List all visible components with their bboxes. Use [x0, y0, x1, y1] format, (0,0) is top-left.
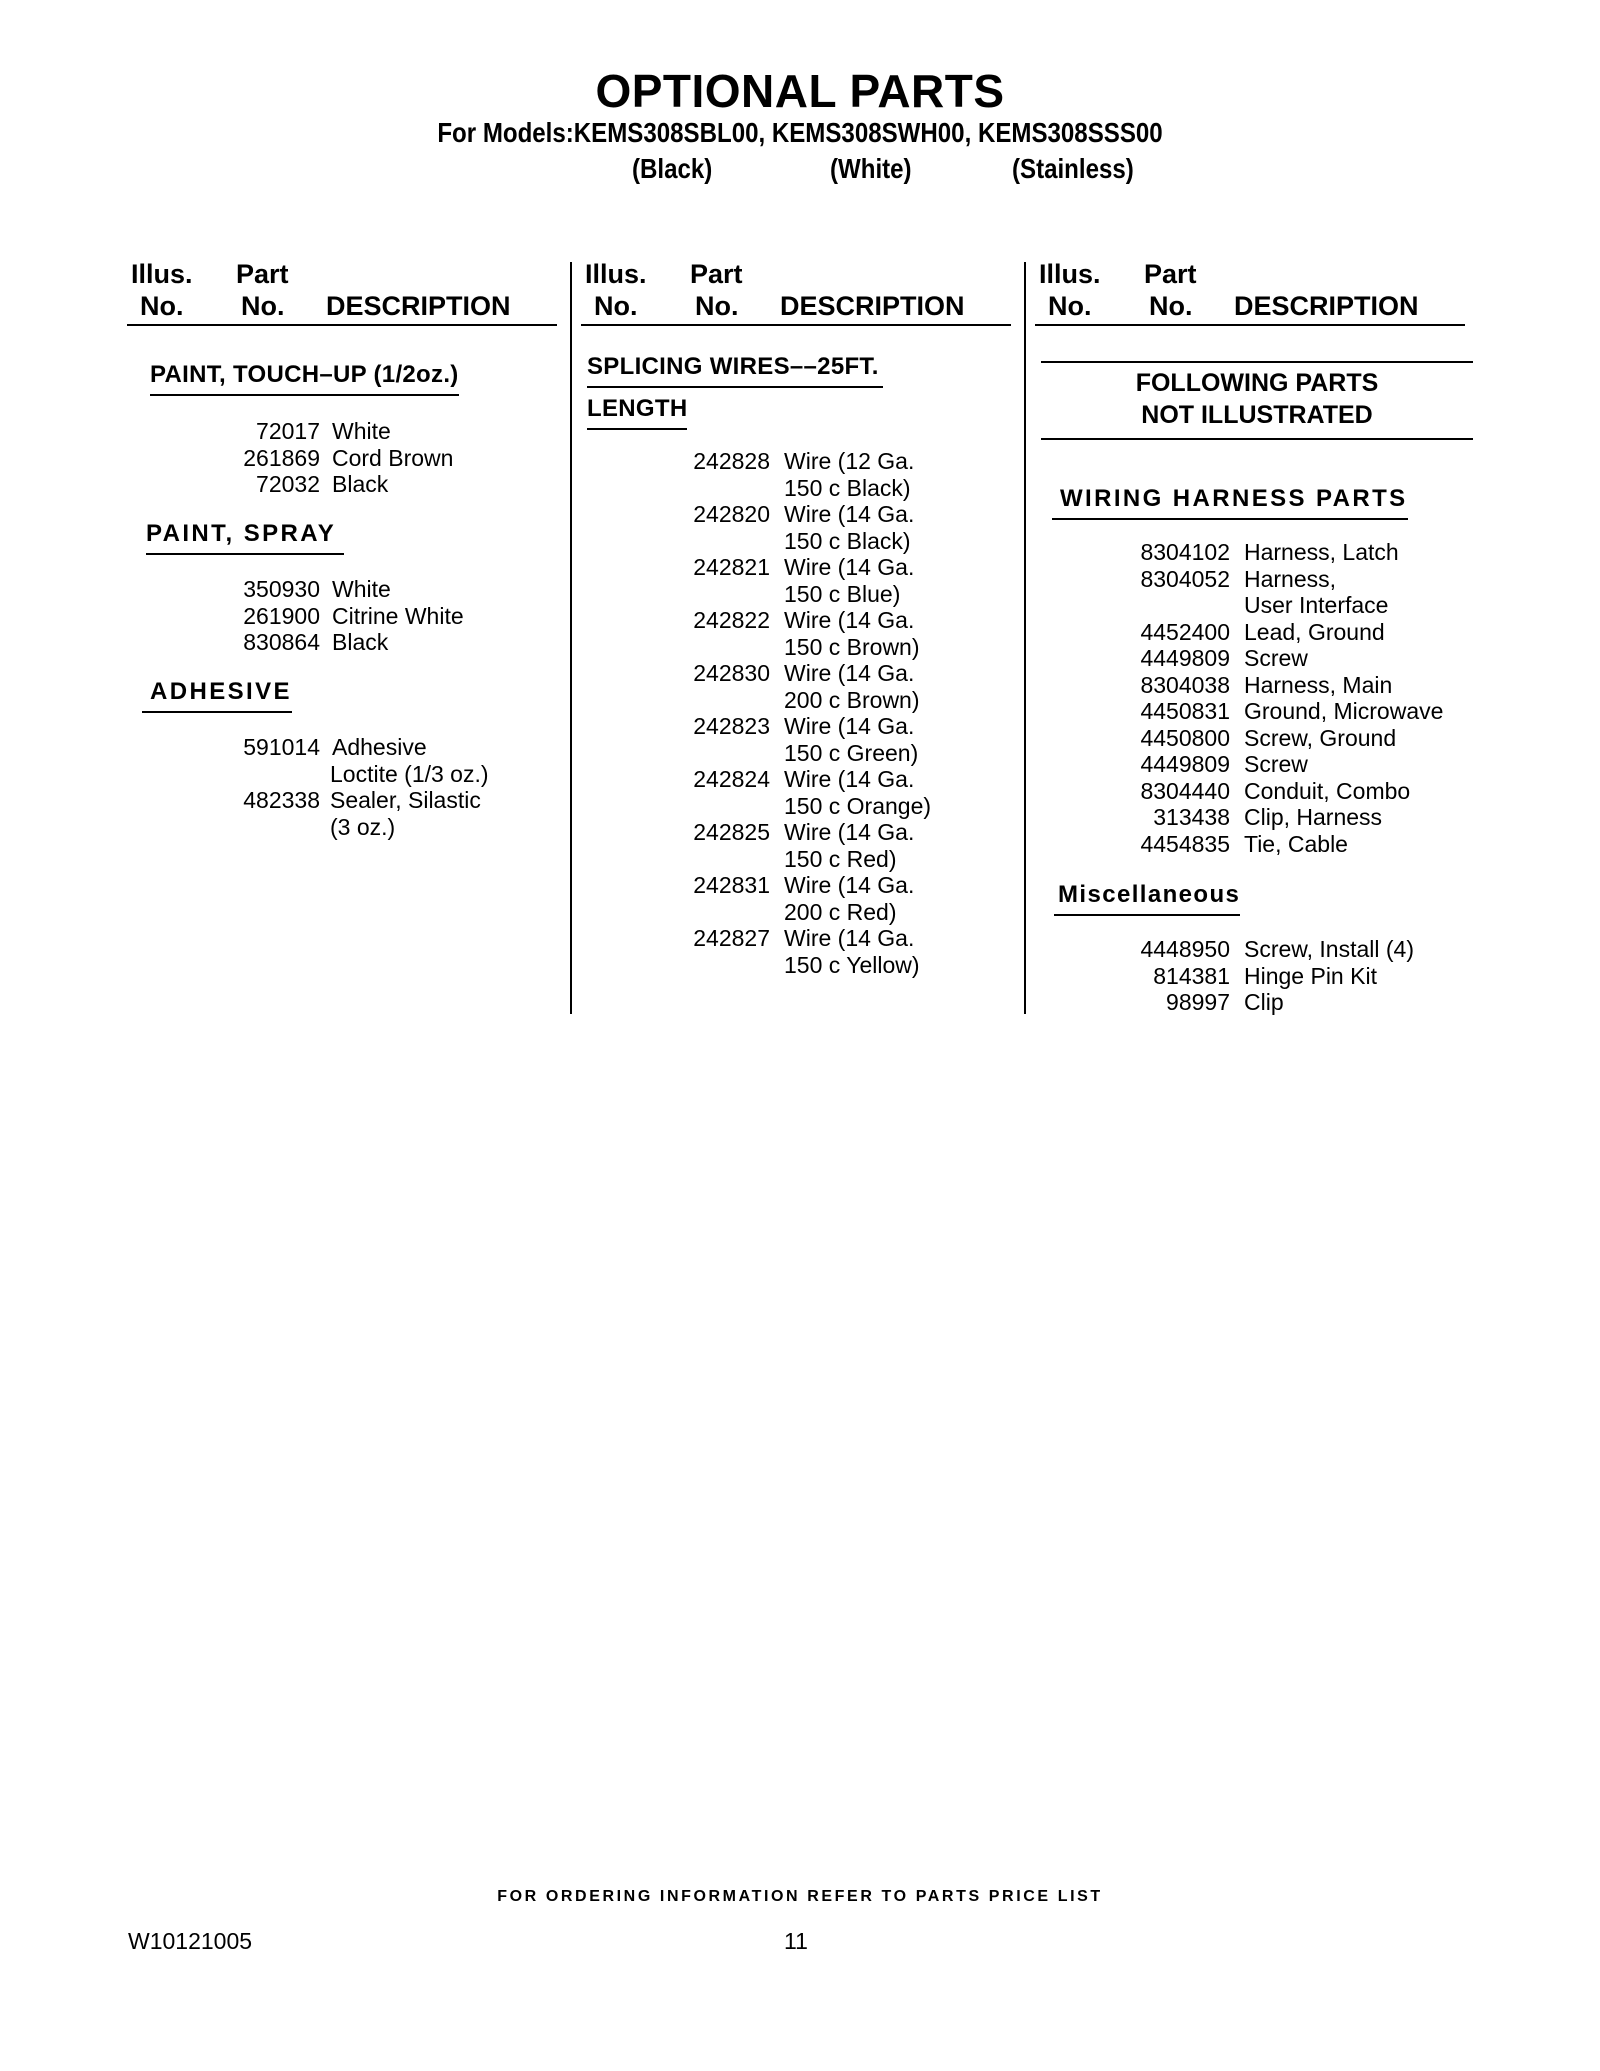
part-number: 482338: [243, 787, 320, 813]
header-illus-no: No.: [140, 291, 184, 321]
page-number: 11: [784, 1928, 808, 1954]
part-number: 242825: [693, 819, 770, 845]
section-title-wiring-harness: WIRING HARNESS PARTS: [1060, 484, 1408, 514]
part-number: 242823: [693, 713, 770, 739]
part-number: 242827: [693, 925, 770, 951]
part-number: 72017: [256, 418, 320, 444]
section-title-paint-touchup: PAINT, TOUCH–UP (1/2oz.): [150, 360, 459, 390]
part-number: 242828: [693, 448, 770, 474]
header-description: DESCRIPTION: [780, 291, 965, 321]
part-description: Lead, Ground: [1244, 618, 1385, 645]
part-description: User Interface: [1244, 592, 1389, 618]
part-description: Screw: [1244, 645, 1308, 671]
part-description: Clip: [1244, 989, 1284, 1015]
part-number: 4450831: [1140, 698, 1230, 724]
part-description: Wire (14 Ga.: [784, 819, 915, 845]
part-number: 4448950: [1140, 936, 1230, 962]
part-description: Wire (14 Ga.: [784, 872, 915, 898]
section-title-paint-spray: PAINT, SPRAY: [146, 519, 336, 549]
part-description: Citrine White: [332, 602, 464, 629]
part-description: 150 c Brown): [784, 633, 920, 660]
part-description: Wire (14 Ga.: [784, 554, 915, 580]
header-description: DESCRIPTION: [1234, 291, 1419, 321]
part-description: 150 c Black): [784, 474, 911, 501]
part-number: 242830: [693, 660, 770, 686]
part-description: Black: [332, 471, 389, 497]
part-description: Black: [332, 629, 389, 655]
part-number: 4452400: [1140, 618, 1230, 645]
models-line: For Models:KEMS308SBL00, KEMS308SWH00, KEMS308SSS00: [437, 117, 1163, 148]
page-title: OPTIONAL PARTS: [595, 65, 1005, 117]
section-title-splicing-wires: SPLICING WIRES––25FT.: [587, 352, 879, 382]
section-title-adhesive: ADHESIVE: [150, 677, 292, 707]
part-description: 150 c Blue): [784, 580, 901, 607]
part-description: 150 c Green): [784, 739, 919, 766]
part-description: 150 c Yellow): [784, 951, 920, 978]
part-number: 242822: [693, 607, 770, 633]
part-number: 242831: [693, 872, 770, 898]
part-number: 261900: [243, 602, 320, 629]
part-description: White: [332, 576, 391, 602]
column-divider: [1024, 262, 1026, 1014]
part-description: Conduit, Combo: [1244, 777, 1411, 804]
part-number: 814381: [1153, 962, 1230, 989]
part-description: Wire (14 Ga.: [784, 501, 915, 527]
variant-black: (Black): [632, 153, 713, 184]
part-number: 242821: [693, 554, 770, 580]
header-rule: [1035, 324, 1465, 326]
header-part-no: No.: [695, 291, 739, 321]
part-number: 8304038: [1140, 671, 1230, 698]
part-description: 150 c Red): [784, 845, 897, 872]
part-number: 4454835: [1140, 830, 1230, 857]
header-part: Part: [1144, 259, 1197, 289]
part-description: Wire (14 Ga.: [784, 607, 915, 633]
part-number: 313438: [1153, 804, 1230, 830]
part-number: 4450800: [1140, 724, 1230, 751]
part-description: Wire (14 Ga.: [784, 766, 915, 792]
header-part-no: No.: [1149, 291, 1193, 321]
part-description: Harness, Latch: [1244, 539, 1399, 565]
part-description: Adhesive: [332, 734, 427, 760]
part-number: 591014: [243, 734, 320, 760]
variant-stainless: (Stainless): [1012, 153, 1134, 184]
ordering-info-note: FOR ORDERING INFORMATION REFER TO PARTS PRICE LIST: [497, 1888, 1103, 1905]
part-number: 8304052: [1140, 565, 1230, 592]
header-part-no: No.: [241, 291, 285, 321]
part-number: 242824: [693, 766, 770, 792]
part-description: Harness, Main: [1244, 671, 1393, 698]
part-number: 350930: [243, 576, 320, 602]
header-description: DESCRIPTION: [326, 291, 511, 321]
header-illus-no: No.: [594, 291, 638, 321]
section-title-miscellaneous: Miscellaneous: [1058, 880, 1240, 910]
part-description: Screw, Ground: [1244, 724, 1397, 751]
part-number: 8304440: [1140, 777, 1230, 804]
document-number: W10121005: [128, 1928, 253, 1954]
header-rule: [127, 324, 557, 326]
part-description: Sealer, Silastic: [330, 787, 481, 813]
part-number: 4449809: [1140, 751, 1230, 777]
part-description: Wire (12 Ga.: [784, 448, 915, 474]
part-description: Wire (14 Ga.: [784, 713, 915, 739]
part-description: Screw, Install (4): [1244, 936, 1414, 962]
not-illustrated-rule-bottom: [1041, 438, 1473, 440]
part-description: Hinge Pin Kit: [1244, 962, 1377, 989]
part-description: Wire (14 Ga.: [784, 925, 915, 951]
part-number: 72032: [256, 471, 320, 497]
variant-white: (White): [830, 153, 912, 184]
header-part: Part: [236, 259, 289, 289]
header-illus-no: No.: [1048, 291, 1092, 321]
not-illustrated-rule-top: [1041, 361, 1473, 363]
part-description: White: [332, 418, 391, 444]
part-number: 8304102: [1140, 539, 1230, 565]
part-description: Wire (14 Ga.: [784, 660, 915, 686]
part-description: Cord Brown: [332, 444, 454, 471]
part-description: 200 c Brown): [784, 686, 920, 713]
part-description: Screw: [1244, 751, 1308, 777]
part-description: Harness,: [1244, 565, 1337, 592]
part-number: 4449809: [1140, 645, 1230, 671]
header-illus: Illus.: [585, 259, 647, 289]
part-description: 150 c Black): [784, 527, 911, 554]
header-illus: Illus.: [1039, 259, 1101, 289]
section-title-length: LENGTH: [587, 394, 687, 424]
part-description: Loctite (1/3 oz.): [330, 760, 489, 787]
header-part: Part: [690, 259, 743, 289]
not-illustrated-line-2: NOT ILLUSTRATED: [1141, 401, 1373, 429]
not-illustrated-line-1: FOLLOWING PARTS: [1135, 369, 1379, 397]
part-description: (3 oz.): [330, 813, 396, 840]
header-rule: [581, 324, 1011, 326]
column-divider: [570, 262, 572, 1014]
part-number: 242820: [693, 501, 770, 527]
part-description: Clip, Harness: [1244, 804, 1383, 830]
header-illus: Illus.: [131, 259, 193, 289]
part-description: Tie, Cable: [1244, 830, 1348, 857]
part-description: 200 c Red): [784, 898, 897, 925]
part-number: 261869: [243, 444, 320, 471]
part-description: Ground, Microwave: [1244, 698, 1444, 724]
part-description: 150 c Orange): [784, 792, 932, 819]
part-number: 830864: [243, 629, 320, 655]
part-number: 98997: [1166, 989, 1230, 1015]
